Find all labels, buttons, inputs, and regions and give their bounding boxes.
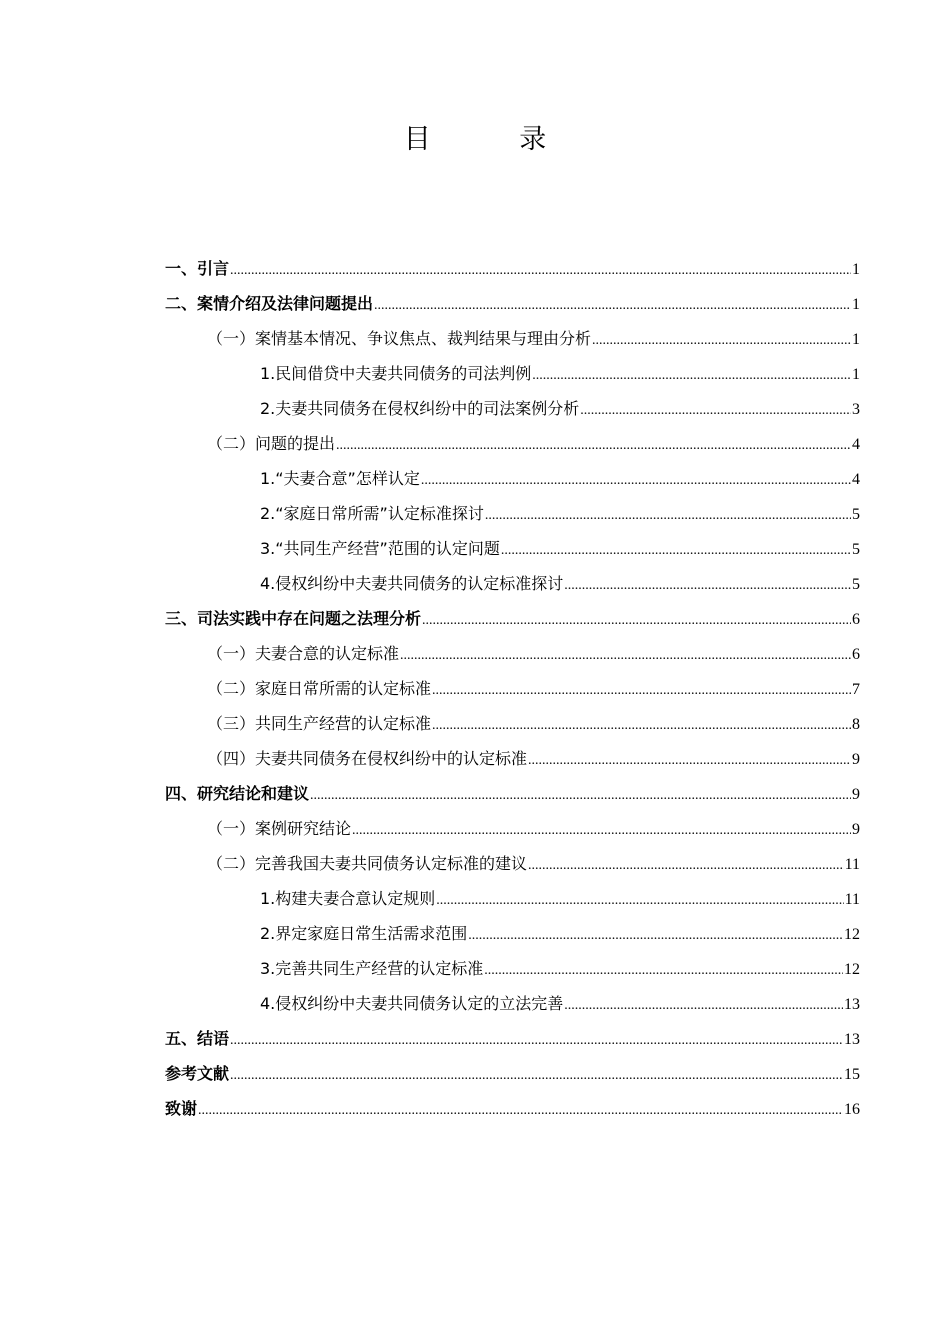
toc-page-number: 6 bbox=[852, 611, 860, 628]
toc-entry[interactable] bbox=[165, 356, 860, 391]
dot-leader bbox=[421, 463, 851, 498]
dot-leader bbox=[336, 428, 851, 463]
toc-entry-text: （二）完善我国夫妻共同债务认定标准的建议 bbox=[207, 854, 528, 873]
toc-entry[interactable] bbox=[165, 321, 860, 356]
toc-entry-text: （二）问题的提出 bbox=[207, 434, 336, 453]
dot-leader bbox=[400, 638, 851, 673]
dot-leader bbox=[198, 1093, 843, 1128]
toc-page-number: 9 bbox=[852, 786, 860, 803]
toc-page-number: 8 bbox=[852, 716, 860, 733]
dot-leader bbox=[564, 988, 843, 1023]
toc-entry-text: 1.构建夫妻合意认定规则 bbox=[260, 889, 436, 908]
dot-leader bbox=[580, 393, 851, 428]
dot-leader bbox=[230, 1023, 843, 1058]
toc-entry[interactable] bbox=[165, 986, 860, 1021]
dot-leader bbox=[592, 323, 851, 358]
toc-page-number: 13 bbox=[844, 996, 860, 1013]
dot-leader bbox=[436, 883, 843, 918]
toc-entry-text: 4.侵权纠纷中夫妻共同债务的认定标准探讨 bbox=[260, 574, 564, 593]
dot-leader bbox=[230, 1058, 843, 1093]
toc-page-number: 3 bbox=[852, 401, 860, 418]
page-title: 目 录 bbox=[403, 124, 587, 155]
toc-entry-text: 三、司法实践中存在问题之法理分析 bbox=[165, 609, 422, 628]
toc-page-number: 11 bbox=[844, 856, 860, 873]
toc-page-number: 1 bbox=[852, 296, 860, 313]
toc-entry[interactable] bbox=[165, 811, 860, 846]
toc-page-number: 4 bbox=[852, 436, 860, 453]
dot-leader bbox=[485, 498, 851, 533]
toc-entry[interactable] bbox=[165, 496, 860, 531]
toc-entry[interactable] bbox=[165, 426, 860, 461]
toc-entry[interactable] bbox=[165, 741, 860, 776]
toc-entry-text: （一）案情基本情况、争议焦点、裁判结果与理由分析 bbox=[207, 329, 592, 348]
dot-leader bbox=[528, 848, 844, 883]
toc-entry[interactable] bbox=[165, 1056, 860, 1091]
toc-page-number: 9 bbox=[852, 751, 860, 768]
toc-entry[interactable] bbox=[165, 601, 860, 636]
toc-entry[interactable] bbox=[165, 636, 860, 671]
dot-leader bbox=[484, 953, 843, 988]
table-of-contents bbox=[165, 251, 860, 1126]
dot-leader bbox=[532, 358, 851, 393]
toc-entry[interactable] bbox=[165, 251, 860, 286]
toc-entry-text: （三）共同生产经营的认定标准 bbox=[207, 714, 432, 733]
toc-page-number: 12 bbox=[844, 926, 860, 943]
toc-entry-text: （四）夫妻共同债务在侵权纠纷中的认定标准 bbox=[207, 749, 528, 768]
toc-entry-text: 3.“共同生产经营”范围的认定问题 bbox=[260, 539, 500, 558]
dot-leader bbox=[432, 708, 851, 743]
toc-entry[interactable] bbox=[165, 1091, 860, 1126]
toc-entry-text: 3.完善共同生产经营的认定标准 bbox=[260, 959, 484, 978]
toc-entry-text: 2.“家庭日常所需”认定标准探讨 bbox=[260, 504, 484, 523]
dot-leader bbox=[230, 253, 851, 288]
toc-page-number: 1 bbox=[852, 261, 860, 278]
toc-page-number: 11 bbox=[844, 891, 860, 908]
dot-leader bbox=[310, 778, 851, 813]
toc-entry-text: 五、结语 bbox=[165, 1029, 230, 1048]
toc-entry-text: 1.“夫妻合意”怎样认定 bbox=[260, 469, 420, 488]
toc-entry-text: 致谢 bbox=[165, 1099, 198, 1118]
dot-leader bbox=[432, 673, 851, 708]
toc-entry[interactable] bbox=[165, 671, 860, 706]
toc-page-number: 15 bbox=[844, 1066, 860, 1083]
toc-entry[interactable] bbox=[165, 846, 860, 881]
toc-page-number: 6 bbox=[852, 646, 860, 663]
dot-leader bbox=[564, 568, 851, 603]
toc-page-number: 1 bbox=[852, 331, 860, 348]
dot-leader bbox=[352, 813, 851, 848]
toc-page-number: 4 bbox=[852, 471, 860, 488]
toc-entry[interactable] bbox=[165, 461, 860, 496]
dot-leader bbox=[468, 918, 843, 953]
toc-entry[interactable] bbox=[165, 391, 860, 426]
toc-page-number: 13 bbox=[844, 1031, 860, 1048]
toc-entry[interactable] bbox=[165, 951, 860, 986]
toc-entry-text: （二）家庭日常所需的认定标准 bbox=[207, 679, 432, 698]
dot-leader bbox=[501, 533, 851, 568]
toc-entry[interactable] bbox=[165, 566, 860, 601]
toc-page-number: 9 bbox=[852, 821, 860, 838]
toc-page-number: 7 bbox=[852, 681, 860, 698]
toc-entry-text: 一、引言 bbox=[165, 259, 230, 278]
toc-entry-text: （一）案例研究结论 bbox=[207, 819, 352, 838]
toc-entry-text: 二、案情介绍及法律问题提出 bbox=[165, 294, 374, 313]
toc-page-number: 1 bbox=[852, 366, 860, 383]
toc-entry-text: 4.侵权纠纷中夫妻共同债务认定的立法完善 bbox=[260, 994, 564, 1013]
toc-entry[interactable] bbox=[165, 881, 860, 916]
toc-entry-text: 四、研究结论和建议 bbox=[165, 784, 310, 803]
toc-entry[interactable] bbox=[165, 531, 860, 566]
toc-entry-text: 参考文献 bbox=[165, 1064, 230, 1083]
toc-page-number: 5 bbox=[852, 576, 860, 593]
toc-entry[interactable] bbox=[165, 706, 860, 741]
toc-page-number: 16 bbox=[844, 1101, 860, 1118]
dot-leader bbox=[422, 603, 851, 638]
dot-leader bbox=[528, 743, 851, 778]
toc-entry-text: 2.界定家庭日常生活需求范围 bbox=[260, 924, 468, 943]
toc-entry-text: 2.夫妻共同债务在侵权纠纷中的司法案例分析 bbox=[260, 399, 580, 418]
toc-entry[interactable] bbox=[165, 916, 860, 951]
toc-page-number: 5 bbox=[852, 506, 860, 523]
dot-leader bbox=[374, 288, 851, 323]
toc-entry-text: 1.民间借贷中夫妻共同债务的司法判例 bbox=[260, 364, 532, 383]
toc-entry[interactable] bbox=[165, 1021, 860, 1056]
toc-page-number: 5 bbox=[852, 541, 860, 558]
toc-page-number: 12 bbox=[844, 961, 860, 978]
toc-entry-text: （一）夫妻合意的认定标准 bbox=[207, 644, 400, 663]
toc-entry[interactable] bbox=[165, 286, 860, 321]
toc-entry[interactable] bbox=[165, 776, 860, 811]
